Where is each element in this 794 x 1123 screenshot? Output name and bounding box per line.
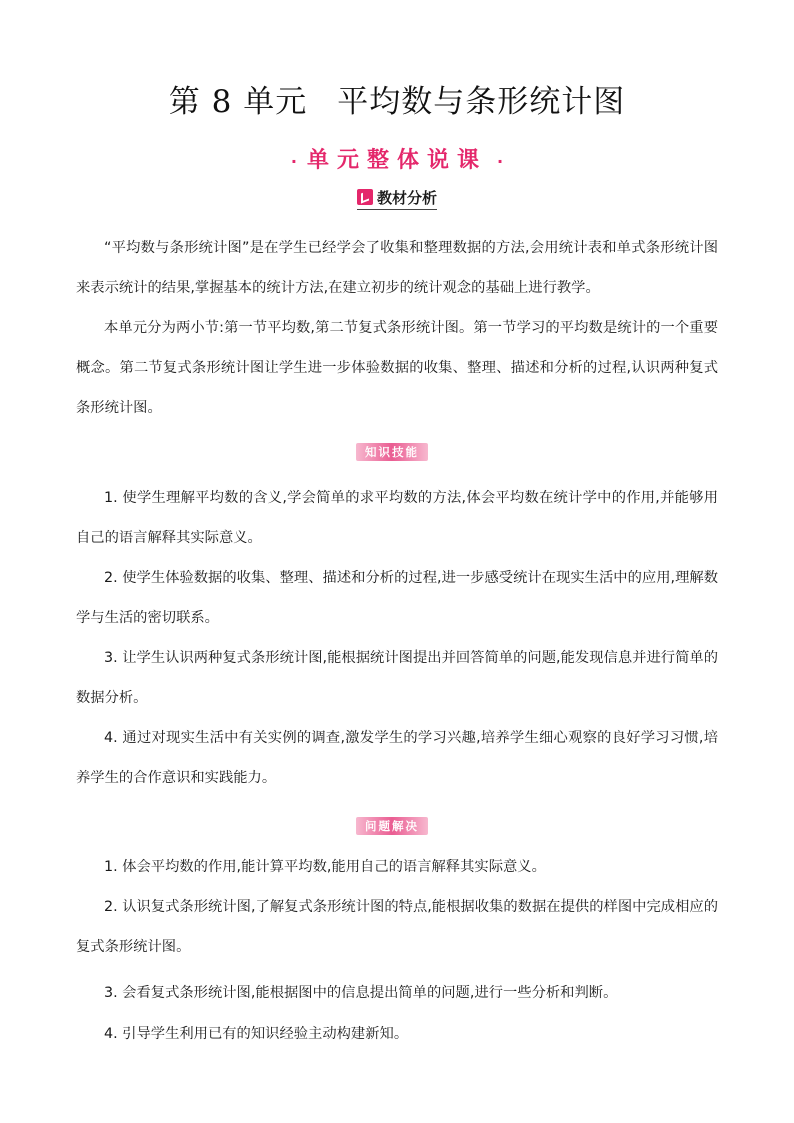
pink-flag-icon <box>357 189 373 205</box>
knowledge-item: 3. 让学生认识两种复式条形统计图,能根据统计图提出并回答简单的问题,能发现信息并进行简单的数据分析。 <box>76 650 718 706</box>
section-heading-label: 教材分析 <box>376 189 437 207</box>
problem-solving-badge: 问题解决 <box>356 817 428 835</box>
unit-topic: 平均数与条形统计图 <box>337 84 626 120</box>
subtitle-text: 单元整体说课 <box>306 148 487 173</box>
section-heading <box>0 187 794 210</box>
unit-number: 第 8 单元 <box>168 84 308 120</box>
section-subtitle <box>0 143 794 174</box>
knowledge-item: 4. 通过对现实生活中有关实例的调查,激发学生的学习兴趣,培养学生细心观察的良好学习习惯,培养学生的合作意识和实践能力。 <box>76 730 718 786</box>
knowledge-item: 2. 使学生体验数据的收集、整理、描述和分析的过程,进一步感受统计在现实生活中的应用,理解数学与生活的密切联系。 <box>76 570 718 626</box>
subtitle-dot-left: · <box>290 151 297 171</box>
subtitle-dot-right: · <box>497 151 504 171</box>
knowledge-skills-badge: 知识技能 <box>356 443 428 461</box>
problem-item: 3. 会看复式条形统计图,能根据图中的信息提出简单的问题,进行一些分析和判断。 <box>104 985 618 1001</box>
problem-item: 4. 引导学生利用已有的知识经验主动构建新知。 <box>104 1026 409 1042</box>
problem-item: 2. 认识复式条形统计图,了解复式条形统计图的特点,能根据收集的数据在提供的样图中完成相应的复式条形统计图。 <box>76 899 718 955</box>
intro-paragraph: “平均数与条形统计图”是在学生已经学会了收集和整理数据的方法,会用统计表和单式条形统计图来表示统计的结果,掌握基本的统计方法,在建立初步的统计观念的基础上进行教学。 <box>76 240 718 296</box>
knowledge-item: 1. 使学生理解平均数的含义,学会简单的求平均数的方法,体会平均数在统计学中的作用,并能够用自己的语言解释其实际意义。 <box>76 490 718 546</box>
page-title <box>0 76 794 121</box>
intro-paragraph: 本单元分为两小节:第一节平均数,第二节复式条形统计图。第一节学习的平均数是统计的一个重要概念。第二节复式条形统计图让学生进一步体验数据的收集、整理、描述和分析的过程,认识两种复式条形统计图。 <box>76 320 718 416</box>
problem-item: 1. 体会平均数的作用,能计算平均数,能用自己的语言解释其实际意义。 <box>104 859 546 875</box>
